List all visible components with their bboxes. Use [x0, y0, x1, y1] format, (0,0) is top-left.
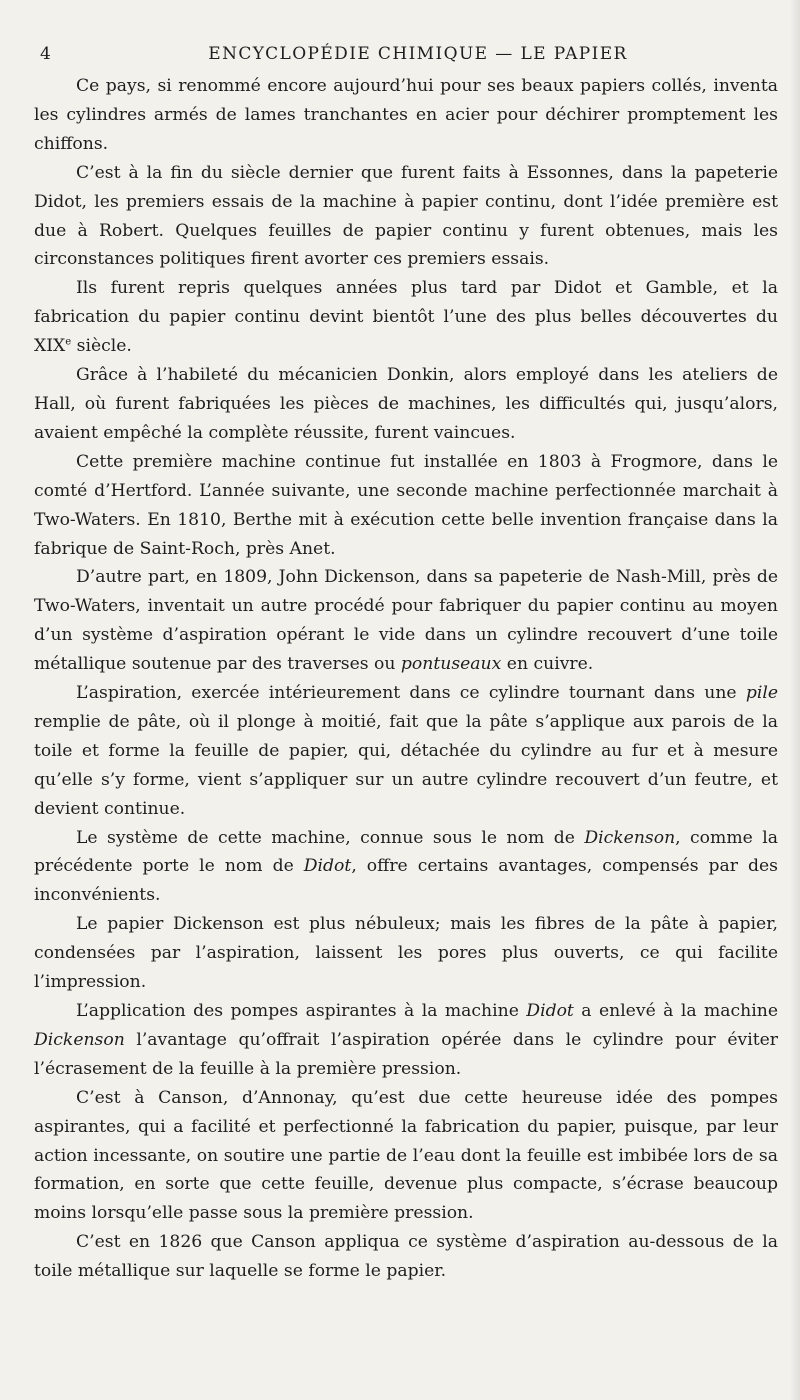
- paragraph-2: C’est à la fin du siècle dernier que furent faits à Essonnes, dans la papeterie Didot, les premiers essais de la machine à papier continu, dont l’idée première est due à Robert. Quelques feuilles de papier continu y furent obtenues, mais les circonstances politiques firent avorter ces premiers essais.: [34, 162, 778, 270]
- paragraph-7-text: L’aspiration, exercée intérieurement dans ce cylindre tournant dans une: [76, 683, 746, 704]
- paragraph-10-tail: l’avantage qu’offrait l’aspiration opérée dans le cylindre pour éviter l’écrasement de la feuille à la première pression.: [34, 1029, 778, 1079]
- body-text: [34, 72, 778, 1286]
- paragraph-10-text: L’application des pompes aspirantes à la machine: [76, 1001, 527, 1021]
- century-superscript: e: [65, 336, 72, 348]
- paragraph-9: Le papier Dickenson est plus nébuleux; mais les fibres de la pâte à papier, condensées par l’aspiration, laissent les pores plus ouverts, ce qui facilite l’impression.: [34, 914, 778, 993]
- paragraph-5: Cette première machine continue fut installée en 1803 à Frogmore, dans le comté d’Hertford. L’année suivante, une seconde machine perfectionnée marchait à Two-Waters. En 1810, Berthe mit à exécution cette belle invention française dans la fabrique de Saint-Roch, près Anet.: [34, 451, 778, 559]
- paragraph-6: [34, 563, 778, 679]
- paragraph-4: Grâce à l’habileté du mécanicien Donkin, alors employé dans les ateliers de Hall, où furent fabriquées les pièces de machines, les difficultés qui, jusqu’alors, avaient empêché la complète réussite, furent vaincues.: [34, 365, 778, 443]
- paragraph-6-text: D’autre part, en 1809, John Dickenson, dans sa papeterie de Nash-Mill, près de Two-Waters, inventait un autre procédé pour fabriquer du papier continu au moyen d’un système d’aspiration opérant le vide dans un cylindre recouvert d’une toile métallique soutenue par des traverses ou: [34, 567, 778, 675]
- running-title: ENCYCLOPÉDIE CHIMIQUE — LE PAPIER: [208, 44, 628, 64]
- paragraph-7-tail: remplie de pâte, où il plonge à moitié, fait que la pâte s’applique aux parois de la toile et forme la feuille de papier, qui, détachée du cylindre au fur et à mesure qu’elle s’y forme, vient s’appliquer sur un autre cylindre recouvert d’un feutre, et devient continue.: [34, 711, 778, 819]
- italic-term-didot: Didot: [526, 1001, 574, 1021]
- page-edge-shadow: [790, 0, 800, 1400]
- italic-term-pontuseaux: pontuseaux: [400, 654, 502, 675]
- paragraph-1: Ce pays, si renommé encore aujourd’hui pour ses beaux papiers collés, inventa les cylindres armés de lames tranchantes en acier pour déchirer promptement les chiffons.: [34, 76, 778, 154]
- paragraph-6-tail: en cuivre.: [501, 654, 594, 675]
- paragraph-7: [34, 679, 778, 824]
- paragraph-8-text: Le système de cette machine, connue sous le nom de: [76, 827, 585, 848]
- italic-term-dickenson: Dickenson: [584, 827, 676, 848]
- italic-term-pile: pile: [745, 683, 778, 704]
- paragraph-8: [34, 824, 778, 911]
- paragraph-12: C’est en 1826 que Canson appliqua ce système d’aspiration au-dessous de la toile métallique sur laquelle se forme le papier.: [34, 1232, 778, 1282]
- page-number: 4: [40, 44, 53, 64]
- paragraph-10: [34, 997, 778, 1084]
- italic-term-dickenson: Dickenson: [34, 1029, 125, 1050]
- page-header: [34, 36, 778, 66]
- paragraph-8-middle: , comme la précédente porte le nom de: [34, 827, 778, 877]
- paragraph-8-tail: , offre certains avantages, compensés par des inconvénients.: [34, 856, 779, 906]
- italic-term-didot: Didot: [303, 856, 352, 877]
- paragraph-11: C’est à Canson, d’Annonay, qu’est due cette heureuse idée des pompes aspirantes, qui a facilité et perfectionné la fabrication du papier, puisque, par leur action incessante, on soutire une partie de l’eau dont la feuille est imbibée lors de sa formation, en sorte que cette feuille, devenue plus compacte, s’écrase beaucoup moins lorsqu’elle passe sous la première pression.: [34, 1087, 778, 1224]
- paragraph-10-middle: a enlevé à la machine: [573, 1001, 778, 1021]
- paragraph-3: [34, 274, 778, 361]
- paragraph-3-tail: siècle.: [71, 336, 132, 357]
- paragraph-3-text: Ils furent repris quelques années plus tard par Didot et Gamble, et la fabrication du papier continu devint bientôt l’une des plus belles découvertes du XIX: [34, 278, 778, 357]
